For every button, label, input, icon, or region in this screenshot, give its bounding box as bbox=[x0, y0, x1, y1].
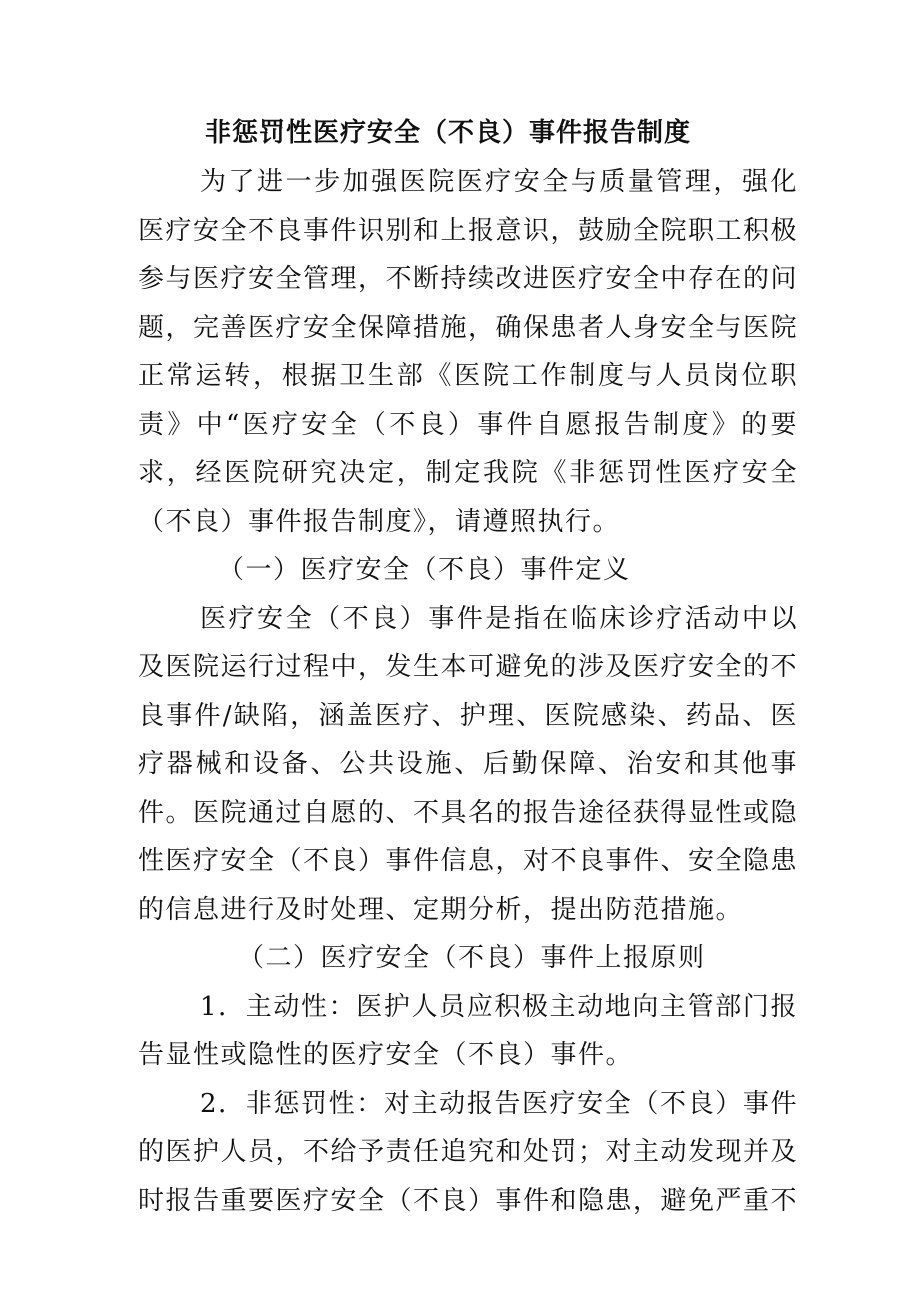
document-title: 非惩罚性医疗安全（不良）事件报告制度 bbox=[204, 118, 691, 148]
section-1-body: 医疗安全（不良）事件是指在临床诊疗活动中以及医院运行过程中，发生本可避免的涉及医疗安全的不良事件/缺陷，涵盖医疗、护理、医院感染、药品、医疗器械和设备、公共设施、后勤保障、治安和其他事件。医院通过自愿的、不具名的报告途径获得显性或隐性医疗安全（不良）事件信息，对不良事件、安全隐患的信息进行及时处理、定期分析，提出防范措施。 bbox=[138, 603, 799, 925]
section-1-heading: （一）医疗安全（不良）事件定义 bbox=[218, 555, 631, 585]
principle-item-2: 2．非惩罚性：对主动报告医疗安全（不良）事件的医护人员，不给予责任追究和处罚；对主动发现并及时报告重要医疗安全（不良）事件和隐患，避免严重不 bbox=[138, 1088, 799, 1216]
intro-paragraph: 为了进一步加强医院医疗安全与质量管理，强化医疗安全不良事件识别和上报意识，鼓励全院职工积极参与医疗安全管理，不断持续改进医疗安全中存在的问题，完善医疗安全保障措施，确保患者人身安全与医院正常运转，根据卫生部《医院工作制度与人员岗位职责》中“医疗安全（不良）事件自愿报告制度》的要求，经医院研究决定，制定我院《非惩罚性医疗安全（不良）事件报告制度》，请遵照执行。 bbox=[138, 167, 799, 537]
document-page bbox=[138, 112, 798, 1225]
section-2-heading: （二）医疗安全（不良）事件上报原则 bbox=[238, 943, 706, 973]
principle-item-1: 1．主动性：医护人员应积极主动地向主管部门报告显性或隐性的医疗安全（不良）事件。 bbox=[138, 991, 798, 1070]
